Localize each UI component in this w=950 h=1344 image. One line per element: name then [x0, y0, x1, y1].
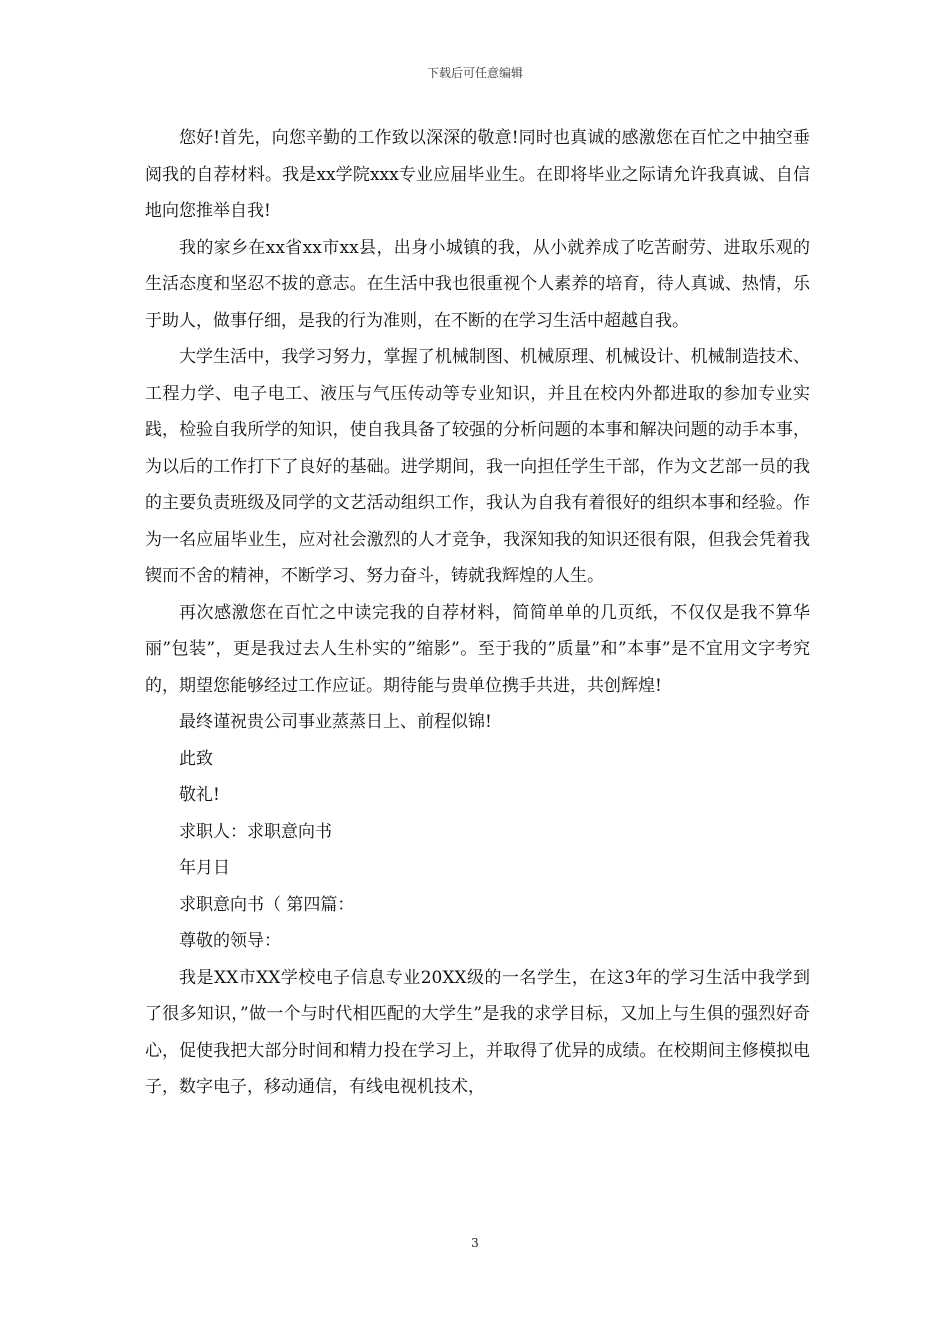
signature-applicant: 求职人：求职意向书: [179, 821, 332, 842]
page-number: 3: [471, 1236, 479, 1250]
closing-cizhi: 此致: [179, 748, 213, 769]
paragraph-introduction: 我是XX市XX学校电子信息专业20XX级的一名学生，在这3年的学习生活中我学到了很多知识，”做一个与时代相匹配的大学生”是我的求学目标，又加上与生俱的强烈好奇心，促使我把大部分时间和精力投在学习上，并取得了优异的成绩。在校期间主修模拟电子，数字电子，移动通信，有线电视机技术，: [145, 967, 810, 1097]
signature-date: 年月日: [179, 858, 230, 878]
closing-jingli: 敬礼!: [179, 785, 220, 805]
salutation: 尊敬的领导：: [179, 931, 281, 951]
paragraph-university: 大学生活中，我学习努力，掌握了机械制图、机械原理、机械设计、机械制造技术、工程力学、电子电工、液压与气压传动等专业知识，并且在校内外都进取的参加专业实践，检验自我所学的知识，使自我具备了较强的分析问题的本事和解决问题的动手本事，为以后的工作打下了良好的基础。进学期间，我一向担任学生干部，作为文艺部一员的我的主要负责班级及同学的文艺活动组织工作，我认为自我有着很好的组织本事和经验。作为一名应届毕业生，应对社会激烈的人才竞争，我深知我的知识还很有限，但我会凭着我锲而不舍的精神，不断学习、努力奋斗，铸就我辉煌的人生。: [145, 347, 810, 586]
paragraph-wishes: 最终谨祝贵公司事业蒸蒸日上、前程似锦!: [179, 712, 492, 732]
document-body: [145, 120, 810, 1106]
paragraph-thanks: 再次感激您在百忙之中读完我的自荐材料，简简单单的几页纸，不仅仅是我不算华丽”包装”，更是我过去人生朴实的”缩影”。至于我的”质量”和”本事”是不宜用文字考究的，期望您能够经过工作应证。期待能与贵单位携手共进，共创辉煌!: [145, 602, 810, 696]
section-title: 求职意向书（ 第四篇：: [179, 894, 355, 915]
page-header: 下载后可任意编辑: [426, 66, 523, 80]
paragraph-greeting: 您好!首先，向您辛勤的工作致以深深的敬意!同时也真诚的感激您在百忙之中抽空垂阅我的自荐材料。我是xx学院xxx专业应届毕业生。在即将毕业之际请允许我真诚、自信地向您推举自我!: [145, 128, 810, 221]
paragraph-hometown: 我的家乡在xx省xx市xx县，出身小城镇的我，从小就养成了吃苦耐劳、进取乐观的生活态度和坚忍不拔的意志。在生活中我也很重视个人素养的培育，待人真诚、热情，乐于助人，做事仔细，是我的行为准则，在不断的在学习生活中超越自我。: [145, 237, 810, 331]
